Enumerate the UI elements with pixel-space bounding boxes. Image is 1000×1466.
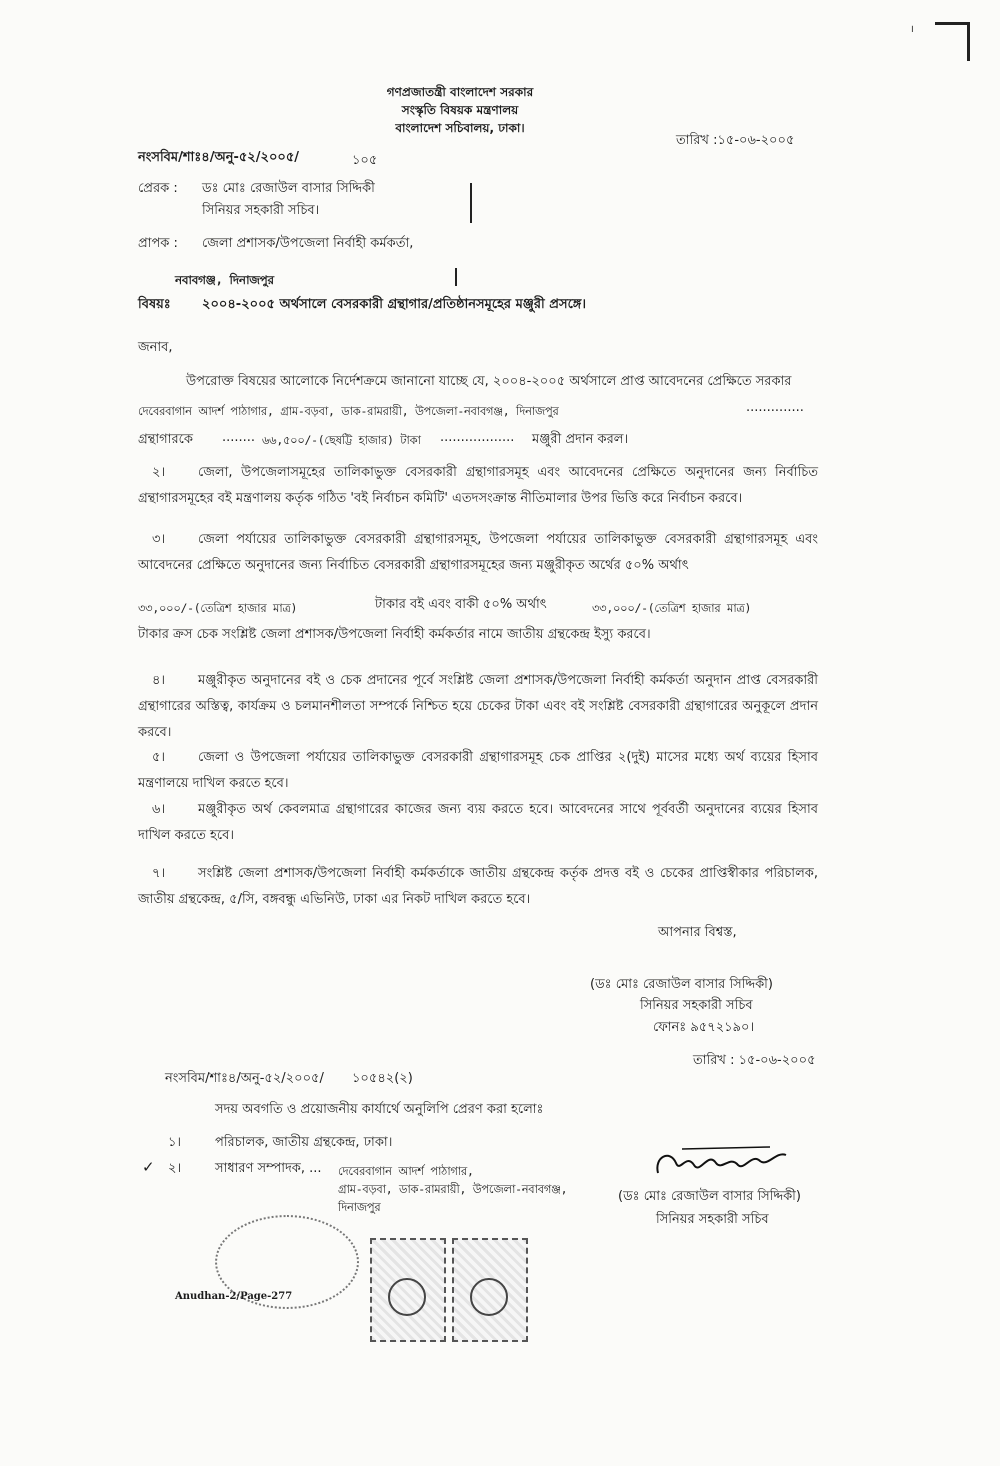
copy-number-suffix: ১০৫৪২(২) [352, 1071, 413, 1086]
signature-image [652, 1143, 792, 1183]
recipient-label: প্রাপক : [138, 236, 178, 251]
grant-dots-2: .................. [440, 430, 515, 445]
copy-date: তারিখ : ১৫-০৬-২০০৫ [693, 1053, 816, 1068]
para3-handwritten-1: ৩৩,০০০/-(তেত্রিশ হাজার মাত্র) [138, 601, 298, 615]
para3-middle: টাকার বই এবং বাকী ৫০% অর্থাৎ [375, 597, 547, 612]
stamp-emblem-left [388, 1278, 426, 1316]
grant-suffix: মঞ্জুরী প্রদান করল। [532, 432, 629, 447]
memo-number: নংসবিম/শাঃ৪/অনু-৫২/২০০৫/ [138, 150, 300, 165]
copy-item2-hw1: দেবেরবাগান আদর্শ পাঠাগার, [338, 1164, 474, 1178]
para3-handwritten-2: ৩৩,০০০/-(তেত্রিশ হাজার মাত্র) [592, 601, 752, 615]
header-govt: গণপ্রজাতন্ত্রী বাংলাদেশ সরকার [386, 85, 534, 99]
corner-tick: । [910, 24, 914, 35]
memo-date: তারিখ :১৫-০৬-২০০৫ [676, 133, 795, 148]
para3-text-a: জেলা পর্যায়ের তালিকাভুক্ত বেসরকারী গ্রন্থাগারসমূহ, উপজেলা পর্যায়ের তালিকাভুক্ত বেসরকারী গ্রন্থাগারসমূহ এবং আবেদনের প্রেক্ষিতে অনুদানের জন্য নির্বাচিত বেসরকারী গ্রন্থাগারসমূহের জন্য মঞ্জুরীকৃত অর্থের ৫০% অর্থাৎ [138, 532, 818, 573]
closing-name: (ডঃ মোঃ রেজাউল বাসার সিদ্দিকী) [590, 977, 773, 992]
sender-designation: সিনিয়র সহকারী সচিব। [202, 203, 320, 218]
header-ministry: সংস্কৃতি বিষয়ক মন্ত্রণালয় [401, 103, 519, 117]
intro-text: উপরোক্ত বিষয়ের আলোকে নির্দেশক্রমে জানানো যাচ্ছে যে, ২০০৪-২০০৫ অর্থসালে প্রাপ্ত আবেদনের প্রেক্ষিতে সরকার [186, 374, 792, 389]
para2-text: জেলা, উপজেলাসমূহের তালিকাভুক্ত বেসরকারী গ্রন্থাগারসমূহ এবং আবেদনের প্রেক্ষিতে অনুদানের জন্য নির্বাচিত গ্রন্থাগারসমূহের বই মন্ত্রণালয় কর্তৃক গঠিত 'বই নির্বাচন কমিটি' এতদসংক্রান্ত নীতিমালার উপর ভিত্তি করে নির্বাচন করবে। [138, 465, 818, 506]
closing-designation: সিনিয়র সহকারী সচিব [640, 998, 753, 1013]
copy-sig-name: (ডঃ মোঃ রেজাউল বাসার সিদ্দিকী) [618, 1189, 801, 1204]
recipient-handwritten: নবাবগঞ্জ, দিনাজপুর [175, 273, 274, 287]
grant-prefix: গ্রন্থাগারকে [138, 432, 193, 447]
para3-number: ৩। [152, 532, 166, 547]
para7-number: ৭। [152, 866, 166, 881]
para2-number: ২। [152, 465, 166, 480]
stamp-emblem-right [470, 1278, 508, 1316]
library-handwritten: দেবেরবাগান আদর্শ পাঠাগার, গ্রাম-বড়বা, ডাক-রামরায়ী, উপজেলা-নবাবগঞ্জ, দিনাজপুর [138, 404, 559, 418]
para6-number: ৬। [152, 802, 166, 817]
library-dots: .............. [746, 400, 804, 415]
grant-dots: ........ [222, 430, 256, 445]
copy-item2-hw3: দিনাজপুর [338, 1200, 381, 1214]
para4-text: মঞ্জুরীকৃত অনুদানের বই ও চেক প্রদানের পূর্বে সংশ্লিষ্ট জেলা প্রশাসক/উপজেলা নির্বাহী কর্মকর্তা অনুদান প্রাপ্ত বেসরকারী গ্রন্থাগারের অস্তিত্ব, কার্যক্রম ও চলমানশীলতা সম্পর্কে নিশ্চিত হয়ে চেকের টাকা এবং বই সংশ্লিষ্ট বেসরকারী গ্রন্থাগারের অনুকূলে প্রদান করবে। [138, 673, 818, 740]
copy-item2-hw2: গ্রাম-বড়বা, ডাক-রামরায়ী, উপজেলা-নবাবগঞ্জ, [338, 1182, 568, 1196]
para5-text: জেলা ও উপজেলা পর্যায়ের তালিকাভুক্ত বেসরকারী গ্রন্থাগারসমূহ চেক প্রাপ্তির ২(দুই) মাসের মধ্যে অর্থ ব্যয়ের হিসাব মন্ত্রণালয়ে দাখিল করতে হবে। [138, 750, 818, 791]
sender-label: প্রেরক : [138, 181, 178, 196]
copy-item2-check: ✓ [142, 1158, 155, 1176]
subject-label: বিষয়ঃ [138, 297, 171, 312]
copy-item2: সাধারণ সম্পাদক, ... [215, 1161, 322, 1176]
para3-text-b: টাকার ক্রস চেক সংশ্লিষ্ট জেলা প্রশাসক/উপজেলা নির্বাহী কর্মকর্তার নামে জাতীয় গ্রন্থকেন্দ্র ইস্যু করবে। [138, 627, 651, 642]
footer-page-ref: Anudhan-2/Page-277 [175, 1291, 293, 1302]
corner-mark [935, 22, 970, 61]
copy-item2-number: ২। [168, 1161, 182, 1176]
copy-sig-designation: সিনিয়র সহকারী সচিব [656, 1212, 769, 1227]
memo-number-suffix: ১০৫ [352, 153, 378, 168]
closing-yours: আপনার বিশ্বস্ত, [658, 925, 737, 940]
recipient-value: জেলা প্রশাসক/উপজেলা নির্বাহী কর্মকর্তা, [202, 236, 414, 251]
vertical-rule [470, 183, 472, 223]
copy-item1: পরিচালক, জাতীয় গ্রন্থকেন্দ্র, ঢাকা। [215, 1135, 393, 1150]
para4-number: ৪। [152, 673, 166, 688]
salutation: জনাব, [138, 340, 173, 355]
copy-intro: সদয় অবগতি ও প্রয়োজনীয় কার্যার্থে অনুলিপি প্রেরণ করা হলোঃ [215, 1102, 544, 1117]
copy-number: নংসবিম/শাঃ৪/অনু-৫২/২০০৫/ [165, 1071, 324, 1086]
para7-text: সংশ্লিষ্ট জেলা প্রশাসক/উপজেলা নির্বাহী কর্মকর্তাকে জাতীয় গ্রন্থকেন্দ্র কর্তৃক প্রদত্ত বই ও চেকের প্রাপ্তিস্বীকার পরিচালক, জাতীয় গ্রন্থকেন্দ্র, ৫/সি, বঙ্গবন্ধু এভিনিউ, ঢাকা এর নিকট দাখিল করতে হবে। [138, 866, 818, 907]
subject-value: ২০০৪-২০০৫ অর্থসালে বেসরকারী গ্রন্থাগার/প্রতিষ্ঠানসমূহের মঞ্জুরী প্রসঙ্গে। [202, 297, 587, 312]
para6-text: মঞ্জুরীকৃত অর্থ কেবলমাত্র গ্রন্থাগারের কাজের জন্য ব্যয় করতে হবে। আবেদনের সাথে পূর্ববর্তী অনুদানের ব্যয়ের হিসাব দাখিল করতে হবে। [138, 802, 818, 843]
sender-name: ডঃ মোঃ রেজাউল বাসার সিদ্দিকী [202, 181, 375, 196]
closing-phone: ফোনঃ ৯৫৭২১৯০। [653, 1020, 755, 1035]
para5-number: ৫। [152, 750, 166, 765]
copy-item1-number: ১। [168, 1135, 182, 1150]
grant-handwritten: ৬৬,৫০০/-(ছেষট্টি হাজার) টাকা [262, 433, 421, 447]
small-rule [455, 268, 457, 286]
header-secretariat: বাংলাদেশ সচিবালয়, ঢাকা। [395, 121, 525, 135]
